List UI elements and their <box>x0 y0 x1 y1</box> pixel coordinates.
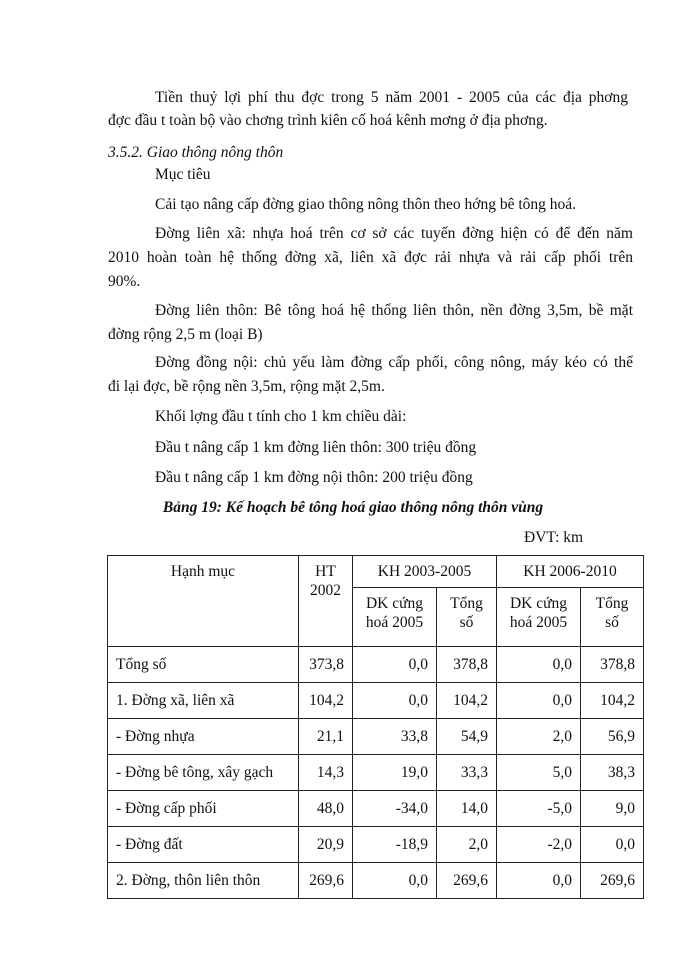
header-tong-line2: số <box>605 614 619 631</box>
cell-tong-2005: 14,0 <box>437 791 497 827</box>
cell-ht-2002: 104,2 <box>299 683 353 719</box>
row-label: 1. Đờng xã, liên xã <box>108 683 299 719</box>
header-ht <box>299 556 353 647</box>
cell-ht-2002: 20,9 <box>299 827 353 863</box>
table-row <box>108 791 644 827</box>
header-dk-cung-hoa <box>497 588 581 647</box>
cell-ht-2002: 269,6 <box>299 863 353 899</box>
paragraph-line: Đờng liên thôn: Bê tông hoá hệ thống liên thôn, nền đờng 3,5m, bề mặt <box>155 302 633 319</box>
cell-tong-2005: 54,9 <box>437 719 497 755</box>
paragraph-line: đợc đầu t toàn bộ vào chơng trình kiên cố hoá kênh mơng ở địa phơng. <box>108 112 548 129</box>
table-caption: Bảng 19: Kế hoạch bê tông hoá giao thông nông thôn vùng <box>162 499 544 516</box>
header-hang-muc: Hạnh mục <box>108 556 299 647</box>
table-row <box>108 647 644 683</box>
row-label: - Đờng đất <box>108 827 299 863</box>
cell-dk-2010: -5,0 <box>497 791 581 827</box>
table-row <box>108 719 644 755</box>
cell-tong-2005: 33,3 <box>437 755 497 791</box>
cell-dk-2010: 2,0 <box>497 719 581 755</box>
table-row <box>108 863 644 899</box>
cell-tong-2010: 104,2 <box>581 683 644 719</box>
row-label: - Đờng nhựa <box>108 719 299 755</box>
header-ht-year: 2002 <box>310 582 341 599</box>
cell-dk-2005: -34,0 <box>353 791 437 827</box>
header-dk-line2: hoá 2005 <box>509 614 568 631</box>
header-ht-label: HT <box>315 563 336 580</box>
cell-dk-2010: 0,0 <box>497 647 581 683</box>
paragraph-line: Đầu t nâng cấp 1 km đờng nội thôn: 200 triệu đồng <box>155 469 473 486</box>
cell-dk-2005: -18,9 <box>353 827 437 863</box>
header-tong-line2: số <box>459 614 474 631</box>
cell-tong-2010: 56,9 <box>581 719 644 755</box>
row-label: Tổng số <box>108 647 299 683</box>
header-dk-line1: DK cứng <box>365 595 424 612</box>
cell-tong-2010: 378,8 <box>581 647 644 683</box>
cell-tong-2005: 378,8 <box>437 647 497 683</box>
cell-tong-2010: 269,6 <box>581 863 644 899</box>
cell-dk-2010: 5,0 <box>497 755 581 791</box>
paragraph-line: Khối lợng đầu t tính cho 1 km chiều dài: <box>155 408 407 425</box>
paragraph-line: Đầu t nâng cấp 1 km đờng liên thôn: 300 triệu đồng <box>155 439 477 456</box>
header-dk-line1: DK cứng <box>509 595 568 612</box>
data-table <box>107 555 644 899</box>
cell-dk-2005: 0,0 <box>353 647 437 683</box>
cell-ht-2002: 14,3 <box>299 755 353 791</box>
paragraph-line: Đờng liên xã: nhựa hoá trên cơ sở các tuyến đờng hiện có để đến năm <box>155 225 633 242</box>
header-dk-line2: hoá 2005 <box>365 614 424 631</box>
table-row <box>108 683 644 719</box>
table-row <box>108 827 644 863</box>
header-kh-2003-2005: KH 2003-2005 <box>353 556 497 588</box>
cell-dk-2005: 0,0 <box>353 683 437 719</box>
cell-dk-2010: 0,0 <box>497 863 581 899</box>
cell-tong-2010: 9,0 <box>581 791 644 827</box>
paragraph-line: đờng rộng 2,5 m (loại B) <box>108 326 263 343</box>
header-tong-line1: Tổng <box>595 595 629 612</box>
paragraph-line: đi lại đợc, bề rộng nền 3,5m, rộng mặt 2,5m. <box>108 378 385 395</box>
paragraph-line: Cải tạo nâng cấp đờng giao thông nông thôn theo hớng bê tông hoá. <box>155 196 577 213</box>
header-tong-so <box>581 588 644 647</box>
cell-tong-2010: 38,3 <box>581 755 644 791</box>
cell-dk-2005: 19,0 <box>353 755 437 791</box>
table-row <box>108 755 644 791</box>
cell-ht-2002: 373,8 <box>299 647 353 683</box>
section-heading: 3.5.2. Giao thông nông thôn <box>108 144 284 161</box>
paragraph-line: 2010 hoàn toàn hệ thống đờng xã, liên xã đợc rải nhựa và rải cấp phối trên <box>108 249 633 266</box>
row-label: - Đờng cấp phối <box>108 791 299 827</box>
table-header-row <box>108 556 644 588</box>
cell-tong-2005: 2,0 <box>437 827 497 863</box>
cell-dk-2010: 0,0 <box>497 683 581 719</box>
cell-ht-2002: 48,0 <box>299 791 353 827</box>
row-label: 2. Đờng, thôn liên thôn <box>108 863 299 899</box>
cell-tong-2010: 0,0 <box>581 827 644 863</box>
header-tong-so <box>437 588 497 647</box>
cell-tong-2005: 269,6 <box>437 863 497 899</box>
subheading: Mục tiêu <box>155 166 211 183</box>
paragraph-line: Tiền thuỷ lợi phí thu đợc trong 5 năm 2001 - 2005 của các địa phơng <box>155 89 628 106</box>
cell-dk-2010: -2,0 <box>497 827 581 863</box>
cell-tong-2005: 104,2 <box>437 683 497 719</box>
header-dk-cung-hoa <box>353 588 437 647</box>
cell-dk-2005: 0,0 <box>353 863 437 899</box>
cell-dk-2005: 33,8 <box>353 719 437 755</box>
table-unit: ĐVT: km <box>524 529 584 546</box>
cell-ht-2002: 21,1 <box>299 719 353 755</box>
paragraph-line: Đờng đồng nội: chủ yếu làm đờng cấp phối, công nông, máy kéo có thể <box>155 354 633 371</box>
header-kh-2006-2010: KH 2006-2010 <box>497 556 644 588</box>
row-label: - Đờng bê tông, xây gạch <box>108 755 299 791</box>
paragraph-line: 90%. <box>108 273 141 290</box>
header-tong-line1: Tổng <box>450 595 483 612</box>
